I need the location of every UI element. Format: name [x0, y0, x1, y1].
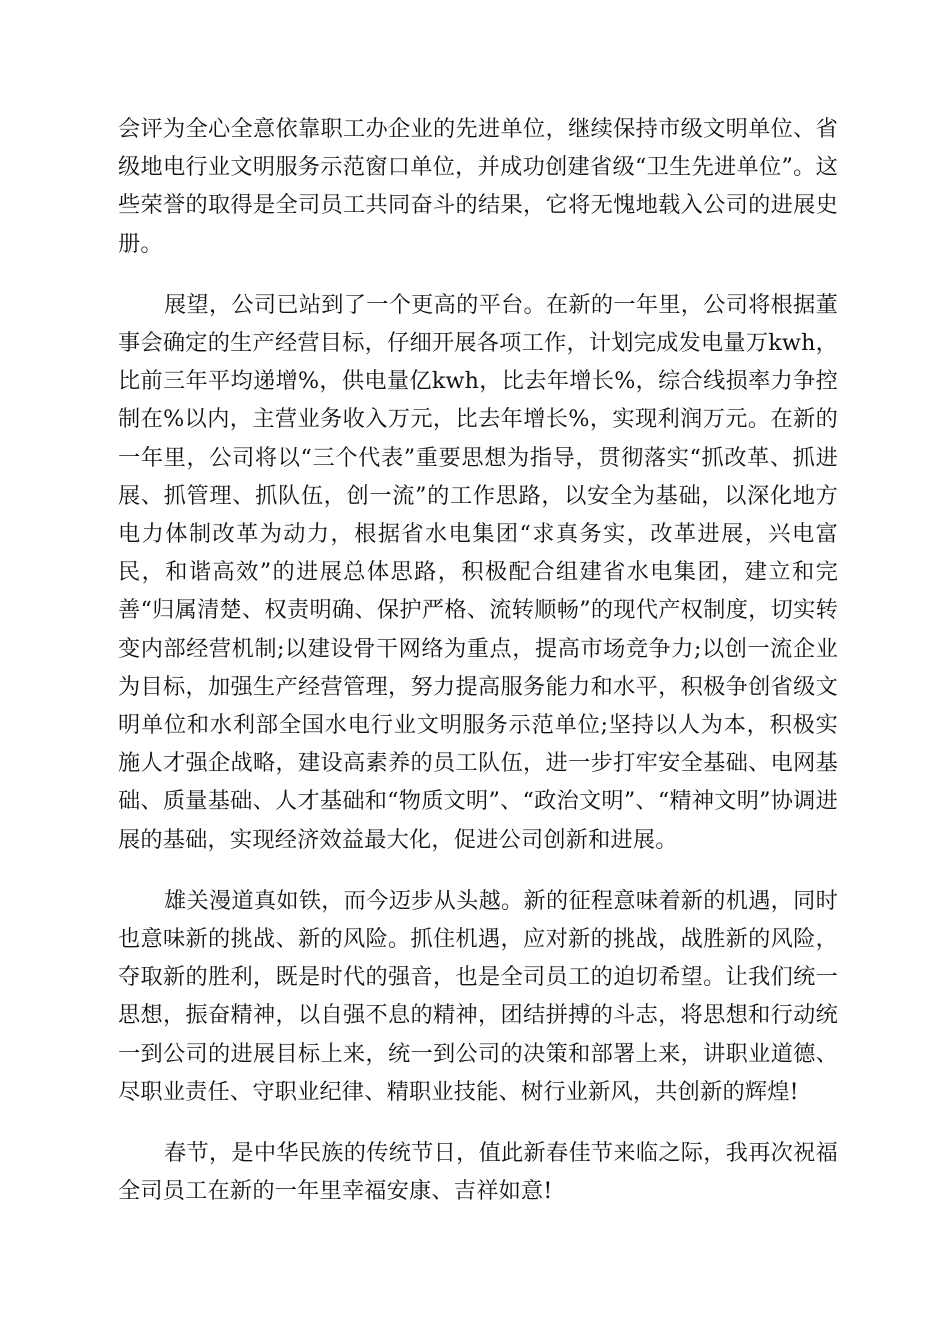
document-page [118, 110, 838, 1210]
paragraph-gap [118, 859, 838, 882]
paragraph-outlook: 展望，公司已站到了一个更高的平台。在新的一年里，公司将根据董事会确定的生产经营目标，仔细开展各项工作，计划完成发电量万kwh，比前三年平均递增%，供电量亿kwh，比去年增长%，综合线损率力争控制在%以内，主营业务收入万元，比去年增长%，实现利润万元。在新的一年里，公司将以“三个代表”重要思想为指导，贯彻落实“抓改革、抓进展、抓管理、抓队伍，创一流”的工作思路，以安全为基础，以深化地方电力体制改革为动力，根据省水电集团“求真务实，改革进展，兴电富民，和谐高效”的进展总体思路，积极配合组建省水电集团，建立和完善“归属清楚、权责明确、保护严格、流转顺畅”的现代产权制度，切实转变内部经营机制;以建设骨干网络为重点，提高市场竞争力;以创一流企业为目标，加强生产经营管理，努力提高服务能力和水平，积极争创省级文明单位和水利部全国水电行业文明服务示范单位;坚持以人为本，积极实施人才强企战略，建设高素养的员工队伍，进一步打牢安全基础、电网基础、质量基础、人才基础和“物质文明”、“政治文明”、“精神文明”协调进展的基础，实现经济效益最大化，促进公司创新和进展。 [118, 291, 838, 853]
paragraph-call-to-action: 雄关漫道真如铁，而今迈步从头越。新的征程意味着新的机遇，同时也意味新的挑战、新的风险。抓住机遇，应对新的挑战，战胜新的风险，夺取新的胜利，既是时代的强音，也是全司员工的迫切希望。让我们统一思想，振奋精神，以自强不息的精神，团结拼搏的斗志，将思想和行动统一到公司的进展目标上来，统一到公司的决策和部署上来，讲职业道德、尽职业责任、守职业纪律、精职业技能、树行业新风，共创新的辉煌! [118, 887, 838, 1105]
paragraph-greeting: 春节，是中华民族的传统节日，值此新春佳节来临之际，我再次祝福全司员工在新的一年里幸福安康、吉祥如意! [118, 1140, 838, 1205]
paragraph-gap [118, 263, 838, 286]
paragraph-honors: 会评为全心全意依靠职工办企业的先进单位，继续保持市级文明单位、省级地电行业文明服务示范窗口单位，并成功创建省级“卫生先进单位”。这些荣誉的取得是全司员工共同奋斗的结果，它将无愧地载入公司的进展史册。 [118, 116, 838, 257]
paragraph-gap [118, 1111, 838, 1134]
